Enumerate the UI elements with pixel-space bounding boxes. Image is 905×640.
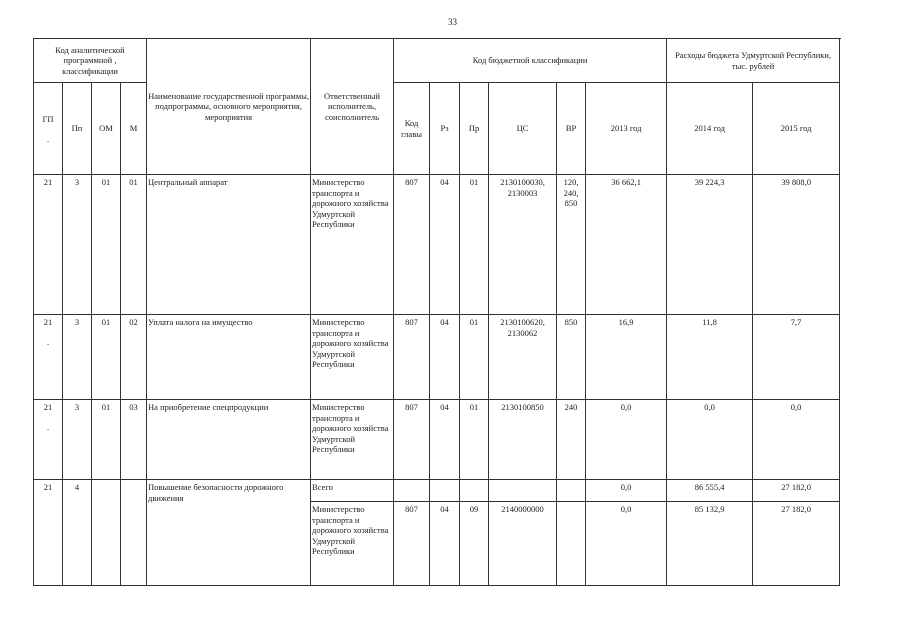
cell-2013: 0,0: [586, 502, 667, 586]
cell-om: 01: [92, 175, 121, 315]
header-expenses: Расходы бюджета Удмуртской Республики, тыс. рублей: [667, 39, 840, 83]
cell-kod: 807: [394, 502, 430, 586]
header-2013: 2013 год: [586, 83, 667, 175]
cell-vr: [557, 502, 586, 586]
cell-name: Центральный аппарат: [147, 175, 311, 315]
cell-kod: [394, 480, 430, 502]
header-vr: ВР: [557, 83, 586, 175]
header-gp: ГП .: [34, 83, 63, 175]
header-rz: Рз: [430, 83, 460, 175]
cell-pr: 01: [460, 175, 489, 315]
cell-rz: 04: [430, 400, 460, 480]
header-2015: 2015 год: [753, 83, 840, 175]
table-row: [34, 175, 840, 315]
cell-cs: 2130100030, 2130003: [489, 175, 557, 315]
cell-om: 01: [92, 400, 121, 480]
cell-om: [92, 480, 121, 586]
cell-2015: 39 808,0: [753, 175, 840, 315]
cell-m: 01: [121, 175, 147, 315]
cell-vr: 850: [557, 315, 586, 400]
cell-2013: 36 662,1: [586, 175, 667, 315]
cell-2014: 85 132,9: [667, 502, 753, 586]
table-row: [34, 315, 840, 400]
cell-m: [121, 480, 147, 586]
cell-name: Повышение безопасности дорожного движения: [147, 480, 311, 586]
cell-gp: 21: [34, 175, 63, 315]
cell-pr: [460, 480, 489, 502]
cell-cs: [489, 480, 557, 502]
cell-om: 01: [92, 315, 121, 400]
cell-executor: Министерство транспорта и дорожного хозяйства Удмуртской Республики: [311, 502, 394, 586]
cell-executor: Министерство транспорта и дорожного хозяйства Удмуртской Республики: [311, 400, 394, 480]
header-pr: Пр: [460, 83, 489, 175]
header-m: М: [121, 83, 147, 175]
cell-cs: 2140000000: [489, 502, 557, 586]
budget-table: [33, 38, 840, 586]
header-row-1: [34, 39, 840, 83]
cell-kod: 807: [394, 400, 430, 480]
page-number: 33: [448, 17, 457, 27]
header-code-group: Код аналитической программной , классификации: [34, 39, 147, 83]
cell-kod: 807: [394, 175, 430, 315]
header-cs: ЦС: [489, 83, 557, 175]
cell-2015: 0,0: [753, 400, 840, 480]
cell-2014: 11,8: [667, 315, 753, 400]
cell-2014: 0,0: [667, 400, 753, 480]
header-name: Наименование государственной программы, подпрограммы, основного мероприятия, мероприятия: [147, 39, 311, 175]
header-pp: Пп: [63, 83, 92, 175]
cell-rz: [430, 480, 460, 502]
cell-rz: 04: [430, 502, 460, 586]
cell-2015: 27 182,0: [753, 502, 840, 586]
cell-pp: 3: [63, 315, 92, 400]
cell-vr: 120, 240, 850: [557, 175, 586, 315]
header-budget-code: Код бюджетной классификации: [394, 39, 667, 83]
cell-2013: 16,9: [586, 315, 667, 400]
header-2014: 2014 год: [667, 83, 753, 175]
cell-m: 02: [121, 315, 147, 400]
cell-name: На приобретение спецпродукции: [147, 400, 311, 480]
cell-2014: 39 224,3: [667, 175, 753, 315]
header-om: ОМ: [92, 83, 121, 175]
cell-pp: 4: [63, 480, 92, 586]
cell-pr: 01: [460, 315, 489, 400]
header-executor: Ответственный исполнитель, соисполнитель: [311, 39, 394, 175]
cell-2015: 27 182,0: [753, 480, 840, 502]
cell-rz: 04: [430, 315, 460, 400]
cell-vr: 240: [557, 400, 586, 480]
cell-2013: 0,0: [586, 480, 667, 502]
cell-executor: Всего: [311, 480, 394, 502]
cell-executor: Министерство транспорта и дорожного хозяйства Удмуртской Республики: [311, 175, 394, 315]
header-kod-glavy: Код главы: [394, 83, 430, 175]
cell-kod: 807: [394, 315, 430, 400]
cell-gp: 21 .: [34, 400, 63, 480]
cell-name: Уплата налога на имущество: [147, 315, 311, 400]
table-row: [34, 480, 840, 502]
cell-gp: 21: [34, 480, 63, 586]
cell-gp: 21 .: [34, 315, 63, 400]
cell-cs: 2130100850: [489, 400, 557, 480]
cell-pr: 01: [460, 400, 489, 480]
cell-pp: 3: [63, 400, 92, 480]
cell-cs: 2130100620, 2130062: [489, 315, 557, 400]
cell-2013: 0,0: [586, 400, 667, 480]
cell-executor: Министерство транспорта и дорожного хозяйства Удмуртской Республики: [311, 315, 394, 400]
cell-m: 03: [121, 400, 147, 480]
cell-vr: [557, 480, 586, 502]
cell-2014: 86 555,4: [667, 480, 753, 502]
table-row: [34, 400, 840, 480]
cell-pr: 09: [460, 502, 489, 586]
cell-rz: 04: [430, 175, 460, 315]
cell-pp: 3: [63, 175, 92, 315]
cell-2015: 7,7: [753, 315, 840, 400]
